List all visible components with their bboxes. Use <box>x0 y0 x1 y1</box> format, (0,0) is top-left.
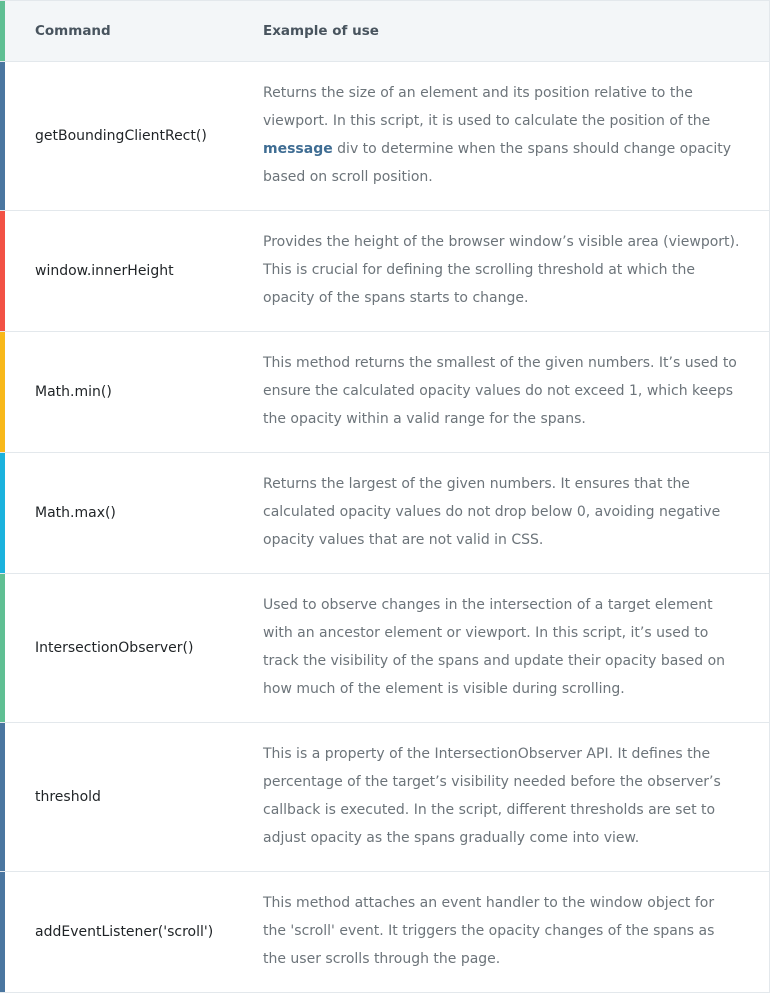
table-row <box>0 453 769 574</box>
description-cell <box>228 332 768 452</box>
description-cell <box>228 723 768 871</box>
description-text <box>263 574 740 722</box>
command-name: addEventListener('scroll') <box>35 924 214 940</box>
description-text-part: This is a property of the IntersectionObserver API. It defines the percentage of the target’s visibility needed before the observer’s callback is executed. In the script, different thresholds are set to adjust opacity as the spans gradually come into view. <box>263 746 721 846</box>
description-text-part: div to determine when the spans should change opacity based on scroll position. <box>263 141 732 185</box>
description-text-part: Used to observe changes in the intersection of a target element with an ancestor element or viewport. In this script, it’s used to track the visibility of the spans and update their opacity based on how much of the element is visible during scrolling. <box>263 597 726 697</box>
command-cell <box>0 332 228 452</box>
description-cell <box>228 453 768 573</box>
command-cell <box>0 211 228 331</box>
code-highlight: message <box>263 141 333 157</box>
command-name: window.innerHeight <box>35 263 174 279</box>
row-accent-stripe <box>0 723 5 871</box>
command-cell <box>0 723 228 871</box>
row-accent-stripe <box>0 62 5 210</box>
header-example: Example of use <box>263 23 379 39</box>
command-name: Math.min() <box>35 384 112 400</box>
table-row <box>0 332 769 453</box>
table-row <box>0 723 769 872</box>
command-name: threshold <box>35 789 101 805</box>
description-text <box>263 211 740 331</box>
command-name: IntersectionObserver() <box>35 640 194 656</box>
row-accent-stripe <box>0 574 5 722</box>
description-text-part: This method attaches an event handler to the window object for the 'scroll' event. It triggers the opacity changes of the spans as the user scrolls through the page. <box>263 895 715 967</box>
description-text <box>263 723 740 871</box>
row-accent-stripe <box>0 332 5 452</box>
command-name: Math.max() <box>35 505 116 521</box>
description-cell <box>228 872 768 992</box>
command-cell <box>0 62 228 210</box>
table-row <box>0 574 769 723</box>
description-text-part: Returns the largest of the given numbers. It ensures that the calculated opacity values do not drop below 0, avoiding negative opacity values that are not valid in CSS. <box>263 476 721 548</box>
table-row <box>0 872 769 993</box>
table-row <box>0 211 769 332</box>
header-accent-stripe <box>0 1 5 61</box>
command-name: getBoundingClientRect() <box>35 128 207 144</box>
description-text-part: This method returns the smallest of the given numbers. It’s used to ensure the calculated opacity values do not exceed 1, which keeps the opacity within a valid range for the spans. <box>263 355 737 427</box>
row-accent-stripe <box>0 872 5 992</box>
description-text-part: Returns the size of an element and its position relative to the viewport. In this script, it is used to calculate the position of the <box>263 85 711 129</box>
description-text <box>263 332 740 452</box>
table-body <box>0 62 769 993</box>
table-header-row <box>0 1 769 62</box>
description-text-part: Provides the height of the browser window’s visible area (viewport). This is crucial for defining the scrolling threshold at which the opacity of the spans starts to change. <box>263 234 740 306</box>
description-text <box>263 872 740 992</box>
description-text <box>263 62 740 210</box>
header-command: Command <box>35 23 111 39</box>
command-cell <box>0 453 228 573</box>
description-cell <box>228 574 768 722</box>
command-cell <box>0 872 228 992</box>
description-cell <box>228 211 768 331</box>
row-accent-stripe <box>0 211 5 331</box>
table-row <box>0 62 769 211</box>
description-text <box>263 453 740 573</box>
description-cell <box>228 62 768 210</box>
row-accent-stripe <box>0 453 5 573</box>
command-cell <box>0 574 228 722</box>
